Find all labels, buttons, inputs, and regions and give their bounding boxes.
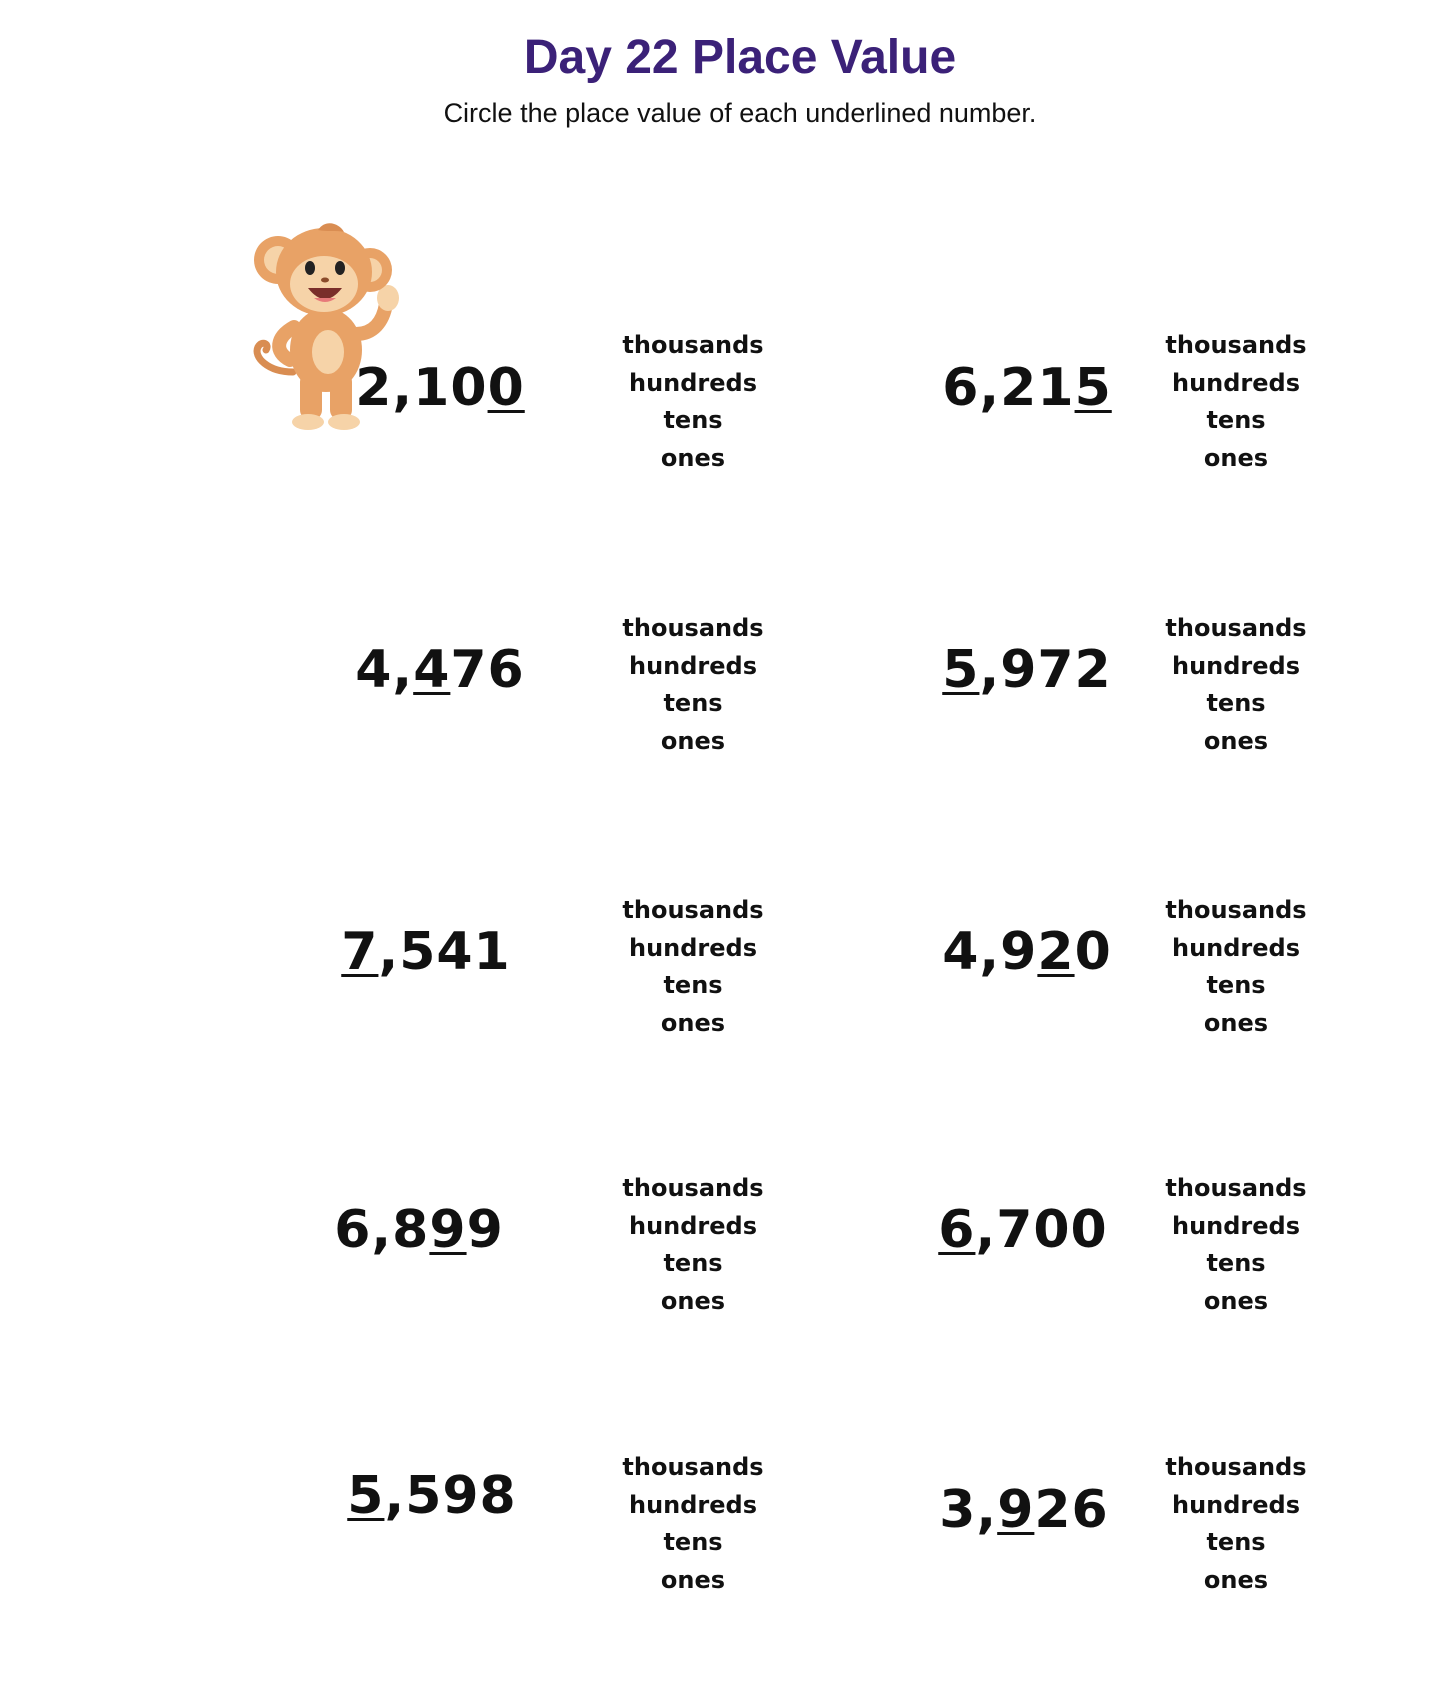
choice-tens[interactable]: tens <box>663 689 723 717</box>
choice-ones[interactable]: ones <box>660 1565 726 1594</box>
choice-tens[interactable]: tens <box>1206 971 1266 999</box>
choice-tens[interactable]: tens <box>1206 689 1266 717</box>
choice-tens[interactable]: tens <box>1206 1528 1266 1556</box>
choice-thousands[interactable]: thousands <box>1165 896 1307 924</box>
problem-number: 5,972 <box>942 640 1112 700</box>
choice-tens[interactable]: tens <box>1206 1249 1266 1277</box>
underlined-digit: 5 <box>1074 358 1112 418</box>
choice-thousands[interactable]: thousands <box>1165 614 1307 642</box>
choice-tens[interactable]: tens <box>663 1528 723 1556</box>
place-value-choices <box>1126 610 1346 760</box>
problem-number: 6,899 <box>334 1200 504 1260</box>
problem-number: 6,215 <box>942 358 1112 418</box>
choice-hundreds[interactable]: hundreds <box>628 368 757 397</box>
choice-hundreds[interactable]: hundreds <box>1171 1211 1300 1240</box>
choice-tens[interactable]: tens <box>1206 406 1266 434</box>
problem-number: 5,598 <box>347 1466 517 1526</box>
choice-hundreds[interactable]: hundreds <box>1171 651 1300 680</box>
choice-hundreds[interactable]: hundreds <box>1171 1490 1300 1519</box>
choice-tens[interactable]: tens <box>663 1249 723 1277</box>
problem-number: 7,541 <box>341 922 511 982</box>
choice-tens[interactable]: tens <box>663 971 723 999</box>
choice-hundreds[interactable]: hundreds <box>1171 368 1300 397</box>
choice-thousands[interactable]: thousands <box>1165 1453 1307 1481</box>
choice-ones[interactable]: ones <box>1203 1565 1269 1594</box>
place-value-choices <box>1126 892 1346 1042</box>
place-value-choices <box>1126 1170 1346 1320</box>
underlined-digit: 5 <box>347 1466 385 1526</box>
problem-number: 6,700 <box>938 1200 1108 1260</box>
choice-thousands[interactable]: thousands <box>1165 331 1307 359</box>
underlined-digit: 9 <box>997 1480 1035 1540</box>
place-value-choices <box>1126 1449 1346 1599</box>
place-value-choices <box>1126 327 1346 477</box>
choice-ones[interactable]: ones <box>660 1008 726 1037</box>
choice-thousands[interactable]: thousands <box>622 331 764 359</box>
problem-number: 4,476 <box>355 640 525 700</box>
choice-thousands[interactable]: thousands <box>622 1174 764 1202</box>
place-value-choices <box>583 610 803 760</box>
choice-hundreds[interactable]: hundreds <box>628 651 757 680</box>
choice-thousands[interactable]: thousands <box>622 614 764 642</box>
choice-thousands[interactable]: thousands <box>622 1453 764 1481</box>
choice-ones[interactable]: ones <box>1203 726 1269 755</box>
choice-ones[interactable]: ones <box>660 726 726 755</box>
problem-number: 2,100 <box>355 358 525 418</box>
place-value-choices <box>583 1170 803 1320</box>
choice-tens[interactable]: tens <box>663 406 723 434</box>
place-value-choices <box>583 1449 803 1599</box>
place-value-choices <box>583 892 803 1042</box>
place-value-choices <box>583 327 803 477</box>
underlined-digit: 4 <box>413 640 451 700</box>
choice-thousands[interactable]: thousands <box>622 896 764 924</box>
underlined-digit: 9 <box>429 1200 467 1260</box>
choice-hundreds[interactable]: hundreds <box>628 933 757 962</box>
problem-number: 3,926 <box>939 1480 1109 1540</box>
choice-ones[interactable]: ones <box>1203 1286 1269 1315</box>
choice-ones[interactable]: ones <box>660 443 726 472</box>
underlined-digit: 0 <box>487 358 525 418</box>
underlined-digit: 5 <box>942 640 980 700</box>
underlined-digit: 2 <box>1037 922 1075 982</box>
problem-number: 4,920 <box>942 922 1112 982</box>
choice-ones[interactable]: ones <box>1203 1008 1269 1037</box>
choice-ones[interactable]: ones <box>660 1286 726 1315</box>
choice-hundreds[interactable]: hundreds <box>1171 933 1300 962</box>
page-title: Day 22 Place Value <box>523 31 957 84</box>
choice-thousands[interactable]: thousands <box>1165 1174 1307 1202</box>
choice-hundreds[interactable]: hundreds <box>628 1211 757 1240</box>
choice-hundreds[interactable]: hundreds <box>628 1490 757 1519</box>
choice-ones[interactable]: ones <box>1203 443 1269 472</box>
underlined-digit: 7 <box>341 922 379 982</box>
underlined-digit: 6 <box>938 1200 976 1260</box>
instructions: Circle the place value of each underlined number. <box>443 98 1037 128</box>
